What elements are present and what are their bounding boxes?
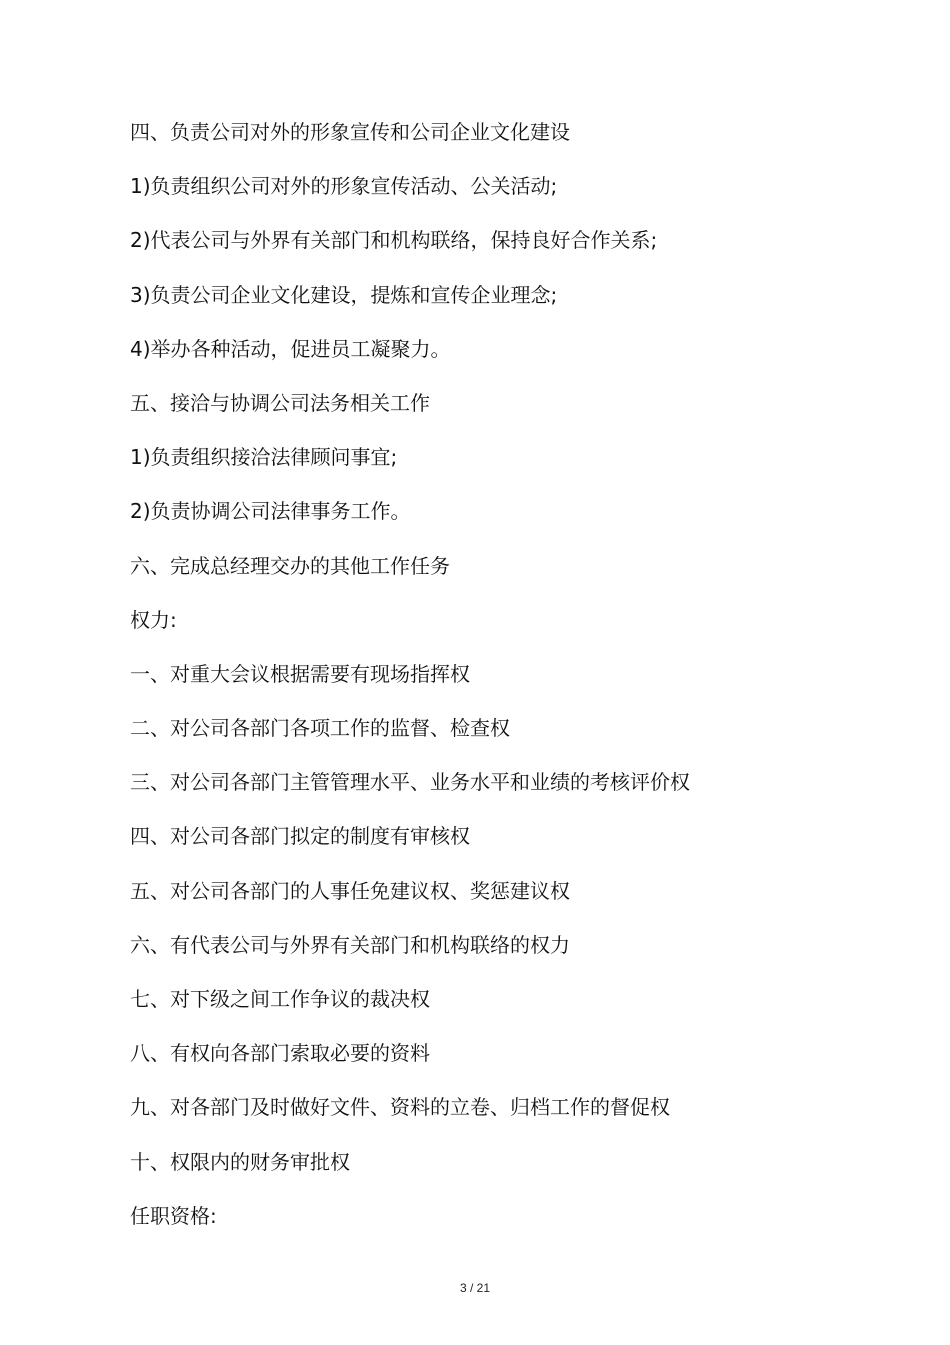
text-line: 1)负责组织公司对外的形象宣传活动、公关活动;: [130, 174, 558, 199]
text-line: 六、有代表公司与外界有关部门和机构联络的权力: [130, 932, 570, 957]
text-line: 六、完成总经理交办的其他工作任务: [130, 553, 450, 578]
text-line: 4)举办各种活动，促进员工凝聚力。: [130, 336, 451, 361]
text-line: 十、权限内的财务审批权: [130, 1149, 350, 1174]
text-line: 五、对公司各部门的人事任免建议权、奖惩建议权: [130, 878, 570, 903]
text-line: 七、对下级之间工作争议的裁决权: [130, 987, 430, 1011]
text-line: 2)代表公司与外界有关部门和机构联络，保持良好合作关系;: [130, 228, 658, 253]
text-line: 一、对重大会议根据需要有现场指挥权: [130, 661, 470, 686]
section-heading: 权力:: [130, 607, 177, 632]
text-line: 八、有权向各部门索取必要的资料: [130, 1041, 430, 1066]
text-line: 1)负责组织接洽法律顾问事宜;: [130, 445, 398, 470]
text-line: 二、对公司各部门各项工作的监督、检查权: [130, 716, 510, 741]
page-number: 3 / 21: [459, 1281, 491, 1295]
text-line: 2)负责协调公司法律事务工作。: [130, 499, 411, 524]
text-line: 3)负责公司企业文化建设，提炼和宣传企业理念;: [130, 282, 558, 307]
text-line: 九、对各部门及时做好文件、资料的立卷、归档工作的督促权: [130, 1095, 670, 1120]
text-line: 三、对公司各部门主管管理水平、业务水平和业绩的考核评价权: [130, 770, 690, 795]
text-line: 四、对公司各部门拟定的制度有审核权: [130, 824, 470, 849]
section-heading: 任职资格:: [130, 1203, 217, 1228]
document-body: [130, 112, 890, 1250]
text-line: 四、负责公司对外的形象宣传和公司企业文化建设: [130, 120, 570, 144]
text-line: 五、接洽与协调公司法务相关工作: [130, 390, 430, 415]
